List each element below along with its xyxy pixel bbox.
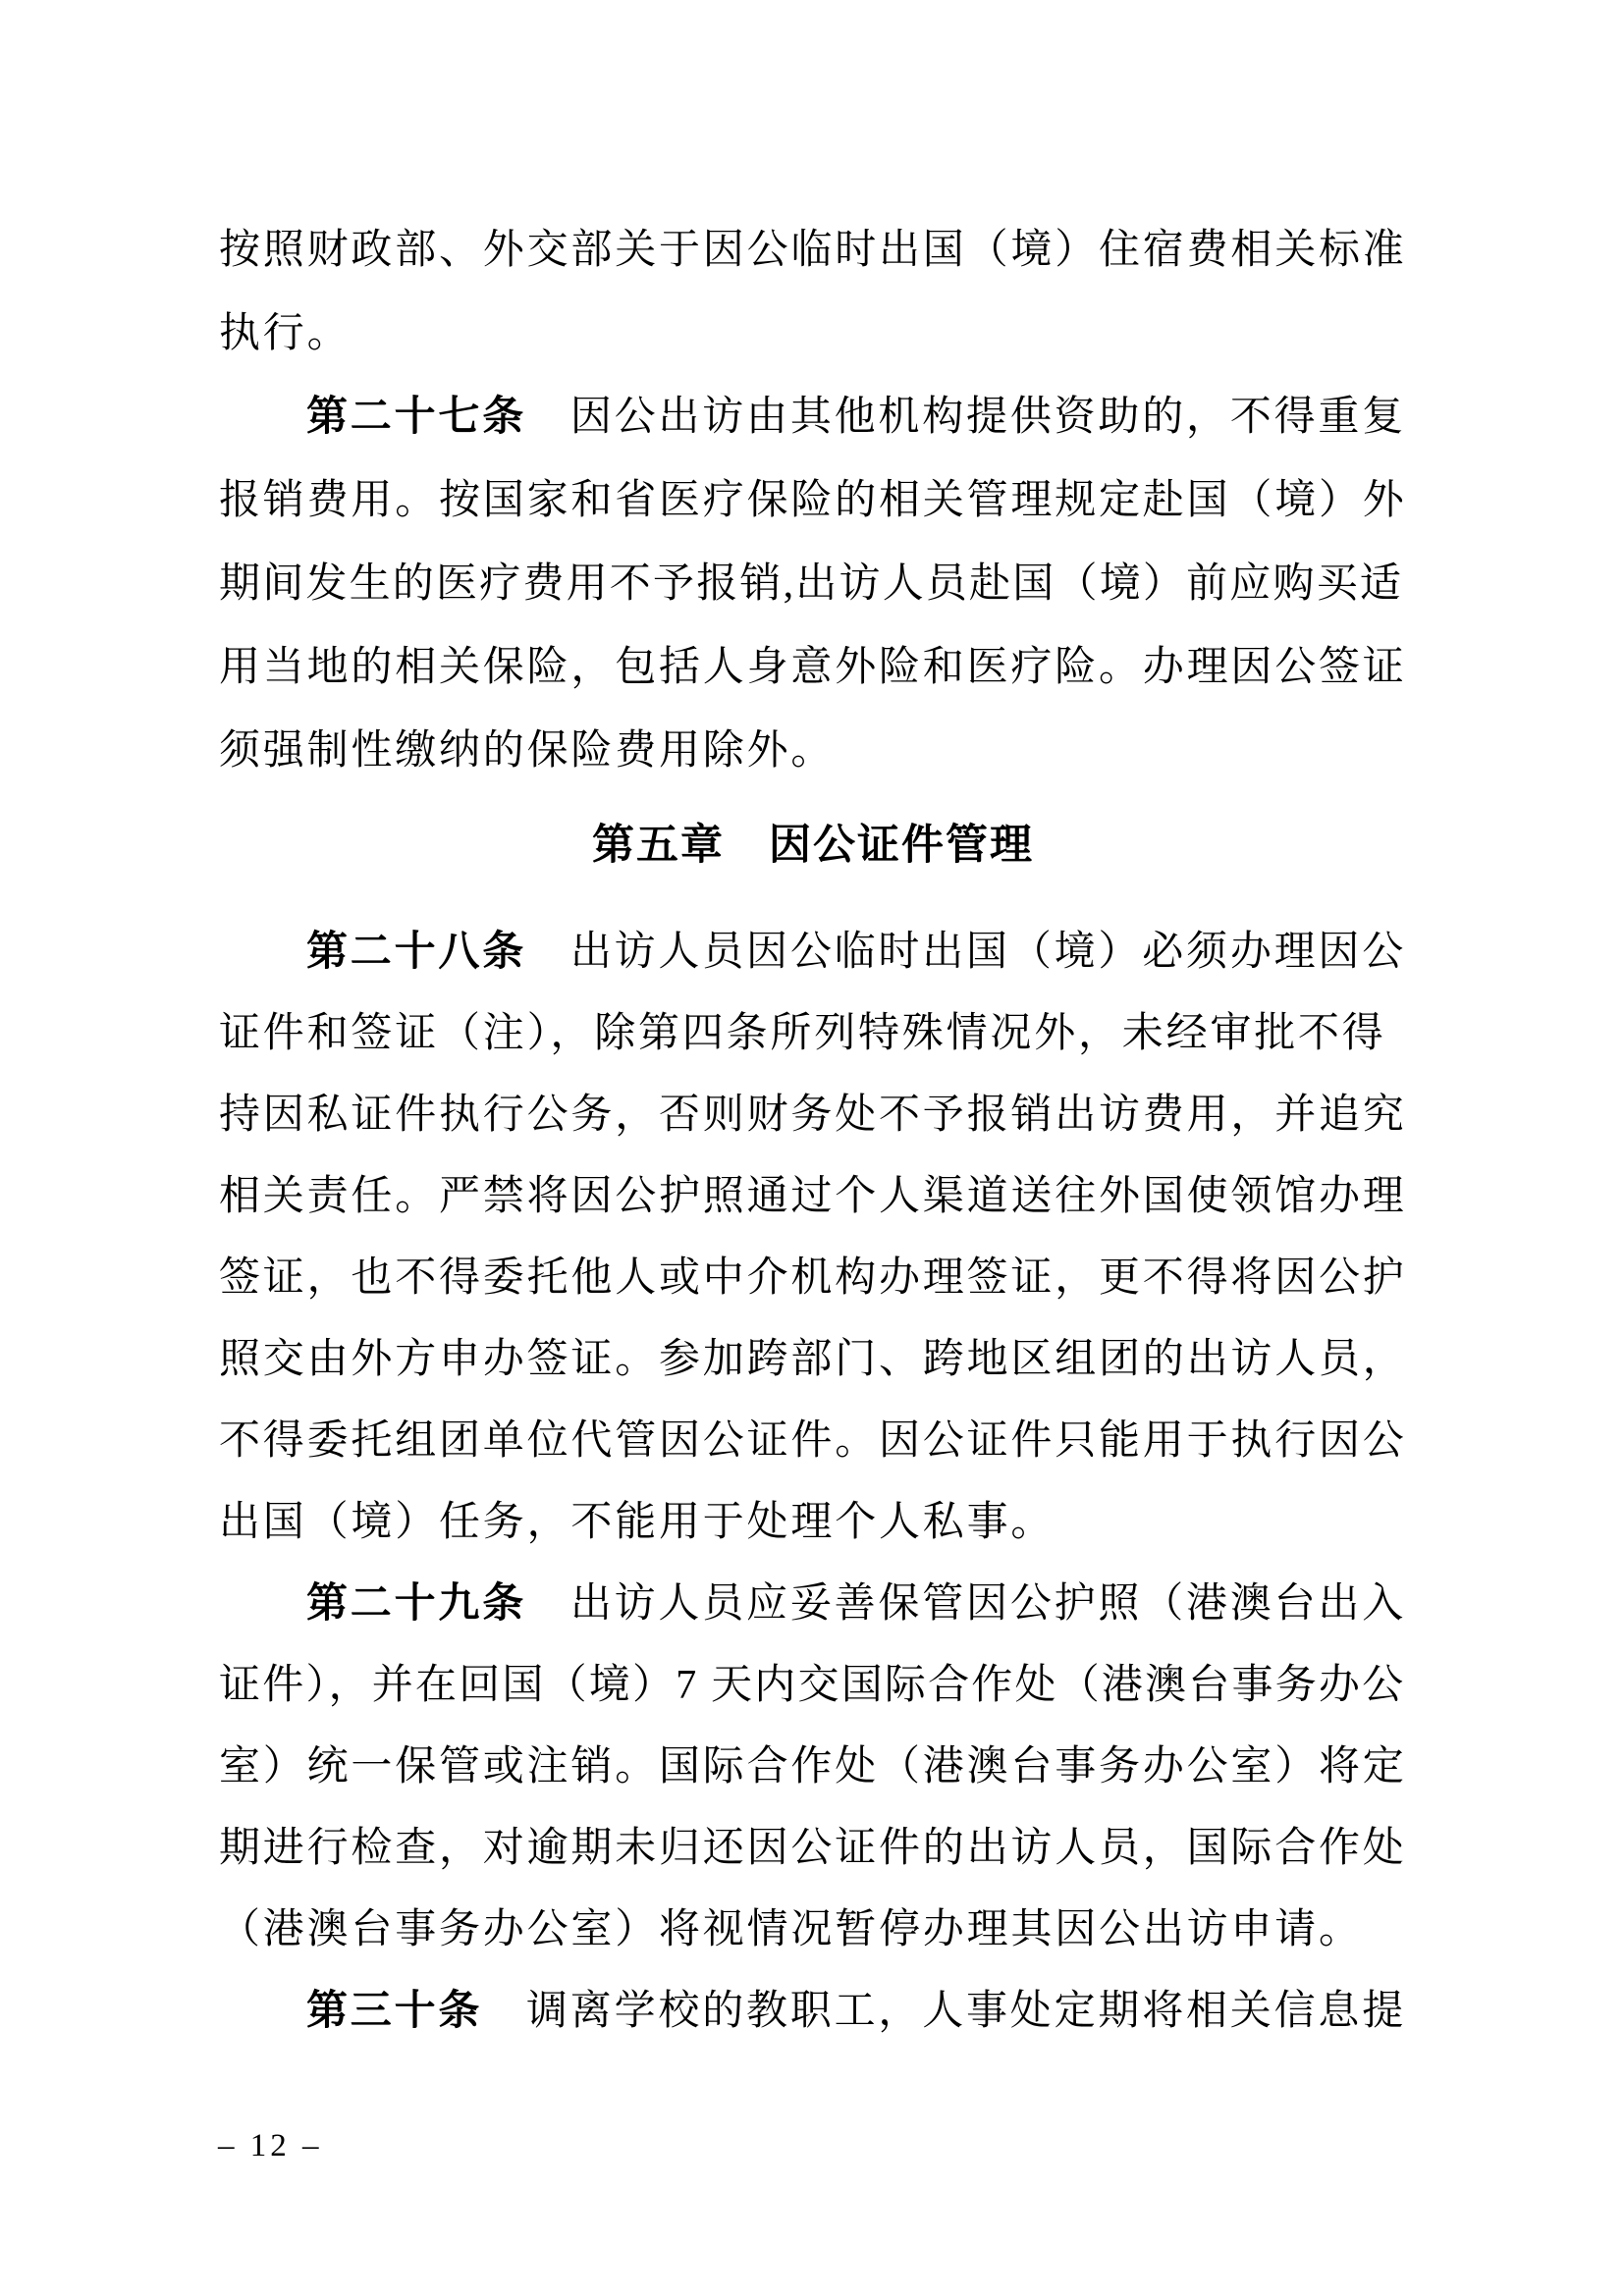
text-line — [219, 1664, 1407, 1707]
line-text: 期进行检查，对逾期未归还因公证件的出访人员，国际合作处 — [219, 1826, 1407, 1871]
text-line — [219, 396, 1494, 439]
text-line — [219, 1501, 1407, 1544]
line-text: 按照财政部、外交部关于因公临时出国（境）住宿费相关标准 — [219, 228, 1407, 273]
text-line — [219, 729, 1407, 773]
page-number: – 12 – — [218, 2128, 323, 2163]
line-text: 相关责任。严禁将因公护照通过个人渠道送往外国使领馆办理 — [219, 1174, 1407, 1219]
line-text: 期间发生的医疗费用不予报销,出访人员赴国（境）前应购买适 — [219, 561, 1404, 607]
text-line — [219, 1827, 1407, 1870]
line-text: 持因私证件执行公务，否则财务处不予报销出访费用，并追究 — [219, 1093, 1407, 1138]
line-text: 出访人员因公临时出国（境）必须办理因公 — [526, 930, 1407, 975]
text-line — [219, 229, 1407, 272]
text-line — [219, 1419, 1407, 1463]
line-text: 执行。 — [219, 311, 352, 356]
text-line — [219, 1908, 1407, 1951]
article-number: 第二十七条 — [306, 395, 527, 440]
text-line — [219, 1094, 1407, 1137]
text-line — [219, 479, 1407, 522]
article-number: 第二十八条 — [306, 930, 527, 975]
chapter-heading: 第五章 因公证件管理 — [592, 822, 1034, 869]
article-number: 第二十九条 — [306, 1581, 527, 1627]
line-text: 照交由外方申办签证。参加跨部门、跨地区组团的出访人员， — [219, 1337, 1407, 1382]
text-line — [219, 1745, 1407, 1789]
line-text: 用当地的相关保险，包括人身意外险和医疗险。办理因公签证 — [219, 645, 1407, 690]
text-line — [219, 646, 1407, 689]
text-line — [219, 1990, 1494, 2033]
line-text: 报销费用。按国家和省医疗保险的相关管理规定赴国（境）外 — [219, 478, 1407, 523]
line-text: 调离学校的教职工，人事处定期将相关信息提 — [482, 1989, 1407, 2034]
text-line — [219, 562, 1407, 606]
line-text: 因公出访由其他机构提供资助的，不得重复 — [526, 395, 1407, 440]
line-text: 出国（境）任务，不能用于处理个人私事。 — [219, 1500, 1056, 1545]
line-text: 证件和签证（注），除第四条所列特殊情况外，未经审批不得 — [219, 1011, 1386, 1056]
text-line — [219, 312, 1407, 355]
line-text: 签证，也不得委托他人或中介机构办理签证，更不得将因公护 — [219, 1255, 1407, 1301]
line-text: 须强制性缴纳的保险费用除外。 — [219, 728, 836, 774]
text-line — [219, 1256, 1407, 1300]
text-line — [219, 1012, 1407, 1055]
text-line — [219, 1338, 1407, 1381]
line-text: 室）统一保管或注销。国际合作处（港澳台事务办公室）将定 — [219, 1744, 1407, 1789]
text-line — [219, 931, 1494, 974]
line-text: 不得委托组团单位代管因公证件。因公证件只能用于执行因公 — [219, 1418, 1407, 1464]
line-text: （港澳台事务办公室）将视情况暂停办理其因公出访申请。 — [219, 1907, 1363, 1952]
line-text: 证件），并在回国（境）7 天内交国际合作处（港澳台事务办公 — [219, 1663, 1406, 1708]
line-text: 出访人员应妥善保管因公护照（港澳台出入 — [526, 1581, 1407, 1627]
article-number: 第三十条 — [306, 1989, 483, 2034]
text-line — [219, 1175, 1407, 1218]
text-line — [219, 1582, 1494, 1626]
